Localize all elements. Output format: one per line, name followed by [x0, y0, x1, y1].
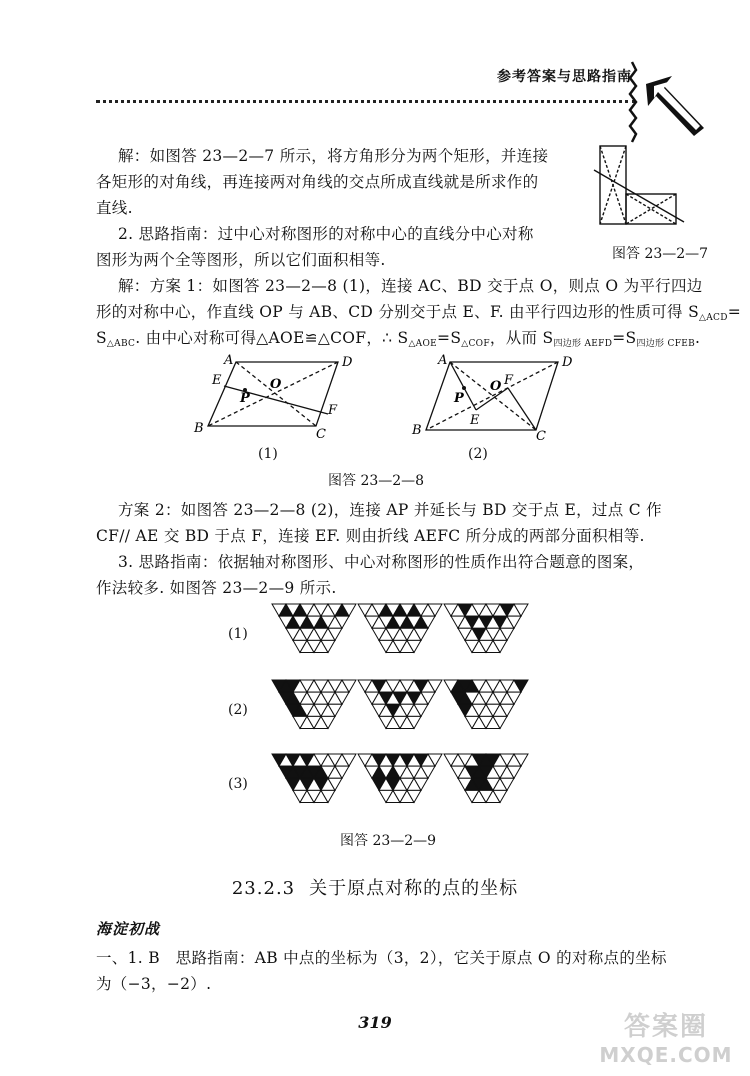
header-arrow-icon — [624, 58, 724, 148]
header-dotted-rule — [96, 100, 636, 103]
watermark-logo: 答案圈 MXQE.COM — [599, 1012, 733, 1067]
fig8-2-label-d: D — [562, 355, 573, 370]
p1-line1: 解：如图答 23—2—7 所示，将方角形分为两个矩形，并连接 — [118, 147, 549, 165]
fig9-row2-label: (2) — [228, 702, 248, 718]
p2-line2: 图形为两个全等图形，所以它们面积相等. — [96, 251, 386, 269]
fig9-row1-label: (1) — [228, 626, 248, 642]
fig8-caption: 图答 23—2—8 — [328, 473, 425, 489]
p1-line2: 各矩形的对角线，再连接两对角线的交点所成直线就是所求作的 — [96, 173, 539, 191]
fig8-1-label-a: A — [224, 353, 234, 368]
fig8-sub2: (2) — [468, 446, 488, 462]
fig8-1-label-o: O — [270, 377, 282, 392]
p2-line1: 2. 思路指南：过中心对称图形的对称中心的直线分中心对称 — [118, 225, 534, 243]
p4-line2: CF// AE 交 BD 于点 F，连接 EF. 则由折线 AEFC 所分成的两部分面积相等. — [96, 527, 645, 545]
p5-line2: 作法较多. 如图答 23—2—9 所示. — [96, 579, 337, 597]
fig9-row3-label: (3) — [228, 776, 248, 792]
p5-line1: 3. 思路指南：依据轴对称图形、中心对称图形的性质作出符合题意的图案， — [118, 553, 645, 571]
subsection-heading: 海淀初战 — [96, 920, 161, 938]
fig8-2-label-f: F — [504, 373, 514, 388]
p3-line2: 形的对称中心，作直线 OP 与 AB、CD 分别交于点 E、F. 由平行四边形的性质可得 $S_{\triangle ACD}=$ — [96, 303, 742, 323]
fig7-caption: 图答 23—2—7 — [612, 246, 709, 262]
p6-line1: 一、1. B 思路指南：AB 中点的坐标为（3，2），它关于原点 O 的对称点的坐标 — [96, 949, 667, 967]
p3-line1: 解：方案 1：如图答 23—2—8 (1)，连接 AC、BD 交于点 O，则点 O 为平行四边 — [118, 277, 703, 295]
figure-23-2-7 — [590, 140, 690, 240]
fig7-bisecting-line — [594, 170, 684, 222]
fig8-2-label-e: E — [470, 413, 480, 428]
fig8-2-label-o: O — [490, 379, 502, 394]
fig8-2-label-b: B — [412, 423, 422, 438]
fig8-sub1: (1) — [258, 446, 278, 462]
fig8-1-label-f: F — [328, 403, 338, 418]
p4-line1: 方案 2：如图答 23—2—8 (2)，连接 AP 并延长与 BD 交于点 E，过点 C 作 — [118, 501, 662, 519]
fig8-1-label-c: C — [316, 427, 326, 442]
header-title: 参考答案与思路指南 — [497, 69, 632, 85]
fig9-caption: 图答 23—2—9 — [340, 833, 437, 849]
p6-line2: 为（−3，−2）. — [96, 975, 212, 993]
fig8-1-label-b: B — [194, 421, 204, 436]
figure-23-2-9 — [262, 598, 532, 828]
fig8-1-label-p: P — [240, 391, 250, 406]
fig8-1-label-d: D — [342, 355, 353, 370]
page-number: 319 — [358, 1013, 392, 1032]
fig8-1-label-e: E — [212, 373, 222, 388]
fig8-2-line-fc — [508, 388, 536, 430]
fig7-rect-horizontal — [626, 194, 676, 224]
p3-line3: $S_{\triangle ABC}$. 由中心对称可得△AOE≌△COF，∴ $S_{\triangle AOE}=S_{\triangle COF}$，从而 $S_{四边形 AEFD}=S_{四边形 CFEB}$. — [96, 329, 701, 349]
fig8-2-label-p: P — [454, 391, 464, 406]
figure-23-2-8-1 — [190, 352, 370, 442]
figure-23-2-8-2 — [404, 352, 584, 442]
p1-line3: 直线. — [96, 199, 133, 217]
fig8-2-label-a: A — [438, 353, 448, 368]
section-heading: 23.2.3 关于原点对称的点的坐标 — [231, 878, 519, 899]
fig8-2-label-c: C — [536, 429, 546, 442]
